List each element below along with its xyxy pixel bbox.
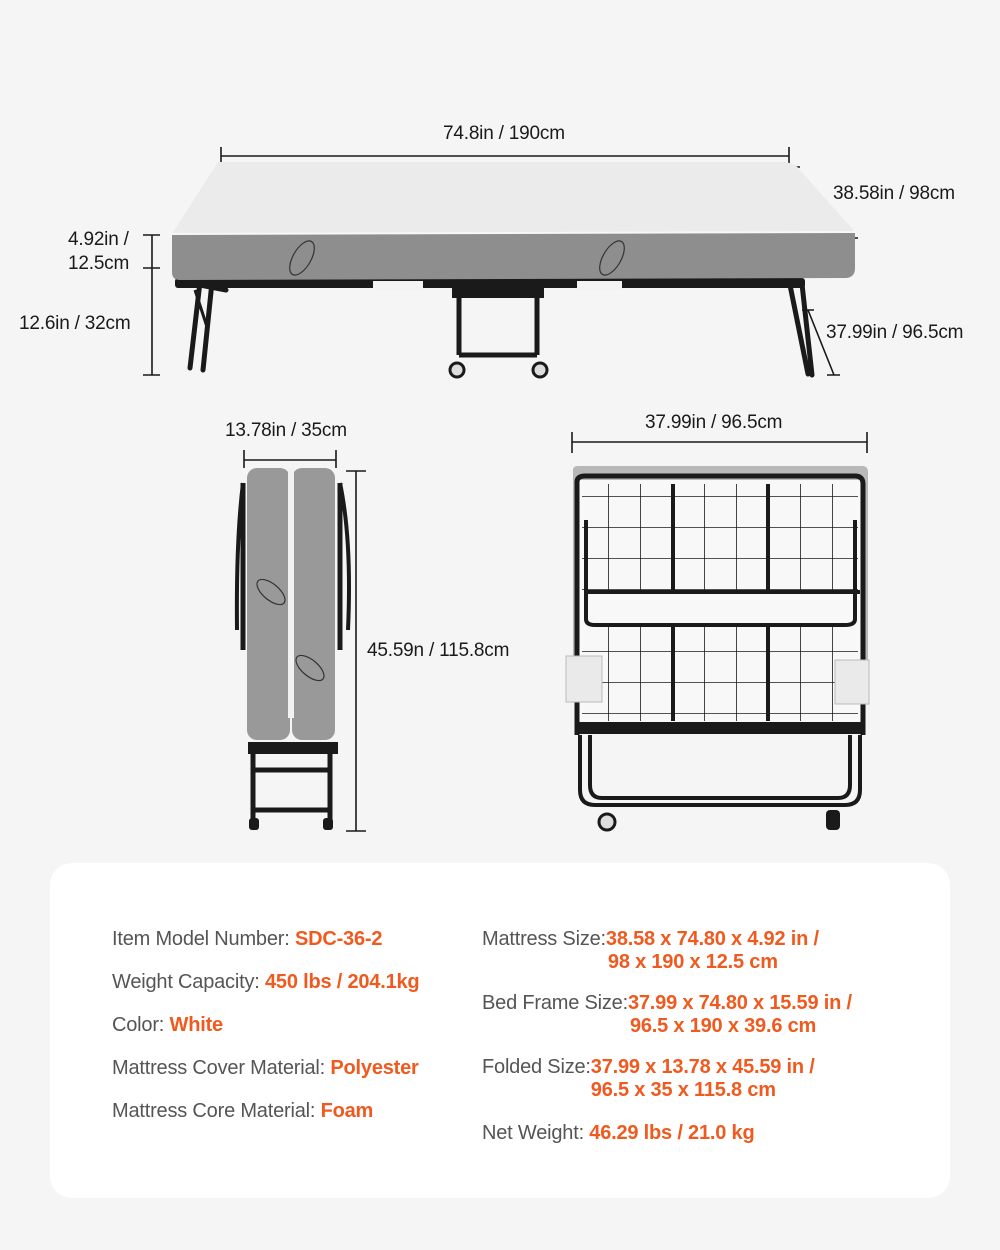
spec-label: Mattress Size: (482, 928, 606, 950)
spec-label: Bed Frame Size: (482, 992, 628, 1014)
spec-bed-frame-size (482, 992, 852, 1038)
spec-label: Folded Size: (482, 1056, 591, 1078)
unfolded-bed-illustration (143, 147, 858, 377)
spec-label: Weight Capacity: (112, 971, 265, 993)
spec-folded-size (482, 1056, 815, 1102)
spec-value: Polyester (330, 1057, 419, 1079)
frame-height-label: 12.6in / 32cm (19, 313, 131, 334)
spec-value: 38.58 x 74.80 x 4.92 in / (605, 928, 819, 950)
folded-height-label: 45.59n / 115.8cm (367, 640, 510, 661)
spec-label: Mattress Core Material: (112, 1100, 321, 1122)
spec-value-metric: 98 x 190 x 12.5 cm (607, 951, 778, 973)
spec-weight-capacity (112, 971, 419, 994)
spec-color (112, 1014, 223, 1037)
spec-label: Mattress Cover Material: (112, 1057, 331, 1079)
folded-width-label: 37.99in / 96.5cm (645, 412, 783, 433)
spec-value: White (169, 1014, 223, 1036)
spec-net-weight (482, 1122, 754, 1145)
spec-core-material (112, 1100, 373, 1123)
spec-label: Item Model Number: (112, 928, 295, 950)
spec-value-metric: 96.5 x 35 x 115.8 cm (590, 1079, 776, 1101)
spec-value: 46.29 lbs / 21.0 kg (589, 1122, 755, 1144)
spec-cover-material (112, 1057, 419, 1080)
spec-value: SDC-36-2 (294, 928, 383, 950)
length-dimension-label: 74.8in / 190cm (443, 123, 565, 144)
spec-value: 37.99 x 74.80 x 15.59 in / (627, 992, 852, 1014)
mattress-thickness-label-line1: 4.92in / (68, 229, 129, 250)
spec-label: Net Weight: (482, 1122, 590, 1144)
spec-label: Color: (112, 1014, 170, 1036)
spec-mattress-size (482, 928, 819, 974)
spec-model-number (112, 928, 382, 951)
spec-value-metric: 96.5 x 190 x 39.6 cm (629, 1015, 817, 1037)
folded-side-illustration (237, 450, 366, 831)
spec-value: Foam (320, 1100, 374, 1122)
spec-value: 450 lbs / 204.1kg (264, 971, 420, 993)
width-dimension-label: 38.58in / 98cm (833, 183, 955, 204)
folded-depth-label: 13.78in / 35cm (225, 420, 347, 441)
specifications-card (50, 863, 950, 1198)
spec-value: 37.99 x 13.78 x 45.59 in / (590, 1056, 815, 1078)
mattress-thickness-label-line2: 12.5cm (68, 253, 130, 274)
folded-front-illustration (566, 432, 869, 830)
frame-width-label: 37.99in / 96.5cm (826, 322, 964, 343)
